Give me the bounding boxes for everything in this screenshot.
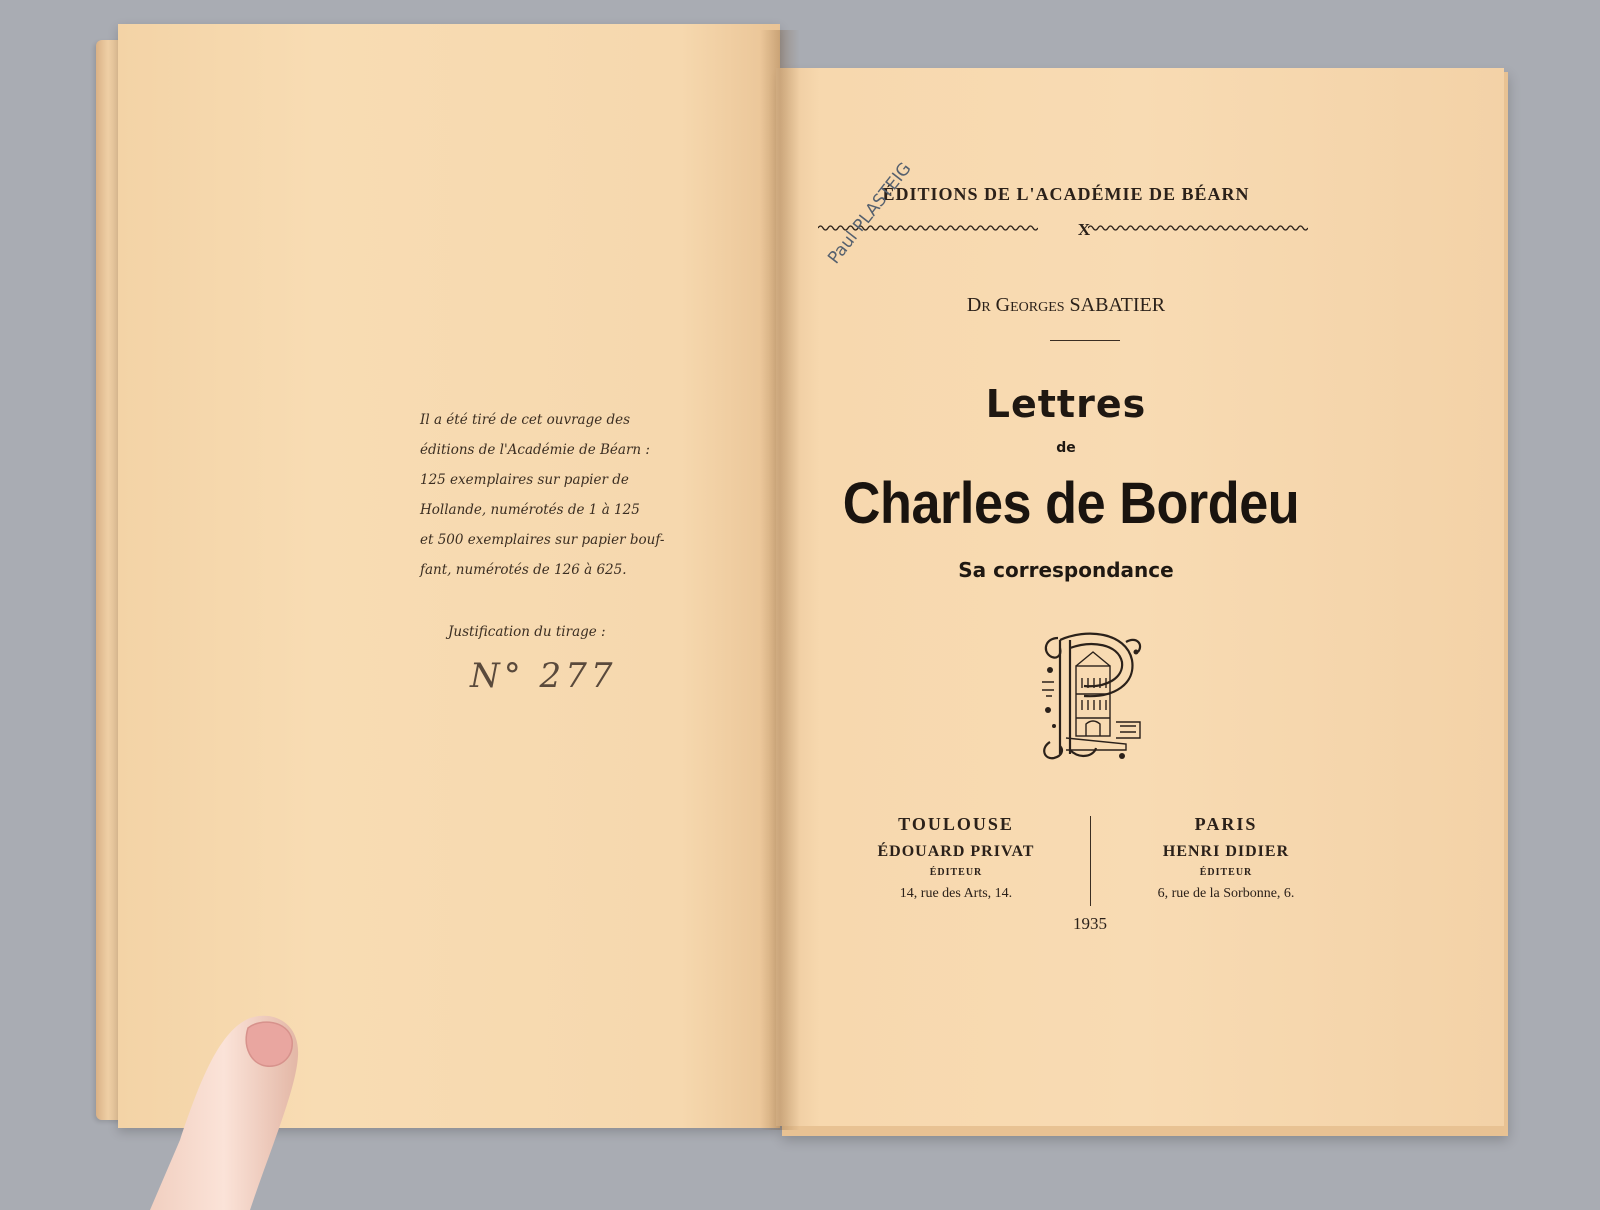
title-line-2: de (1056, 440, 1076, 456)
imprint-publisher: HENRI DIDIER (1162, 843, 1290, 860)
wavy-rule-right (1088, 222, 1308, 234)
owner-stamp: Paul PLASTEIG (824, 159, 916, 268)
imprint-city: PARIS (1194, 814, 1258, 834)
series-number: X (1077, 220, 1091, 239)
imprint-paris (1116, 814, 1336, 902)
imprint-city: TOULOUSE (898, 814, 1014, 834)
justification-label: Justification du tirage : (448, 624, 606, 640)
finger (150, 1010, 340, 1210)
main-title: Charles de Bordeu (842, 471, 1300, 536)
copy-number-stamp: N° 277 (470, 656, 617, 696)
imprint-publisher: ÉDOUARD PRIVAT (877, 843, 1035, 860)
author-name: Dr Georges SABATIER (966, 294, 1166, 316)
publication-year: 1935 (1073, 914, 1107, 933)
colophon-line: et 500 exemplaires sur papier bouf- (420, 532, 665, 548)
imprint-toulouse (846, 814, 1066, 902)
subtitle: Sa correspondance (958, 558, 1174, 582)
imprint-address: 14, rue des Arts, 14. (899, 886, 1013, 901)
colophon-line: fant, numérotés de 126 à 625. (420, 562, 627, 578)
imprint-divider (1090, 816, 1091, 906)
colophon-line: Il a été tiré de cet ouvrage des (420, 412, 631, 428)
printers-device-emblem (1036, 626, 1146, 766)
imprint-address: 6, rue de la Sorbonne, 6. (1157, 886, 1295, 901)
short-rule (1050, 340, 1120, 341)
title-line-1: Lettres (985, 382, 1147, 426)
colophon-text (420, 405, 672, 585)
colophon-line: 125 exemplaires sur papier de (420, 472, 629, 488)
series-title: ÉDITIONS DE L'ACADÉMIE DE BÉARN (882, 184, 1250, 204)
colophon-line: éditions de l'Académie de Béarn : (420, 442, 650, 458)
imprint-role: ÉDITEUR (929, 867, 983, 878)
colophon-line: Hollande, numérotés de 1 à 125 (420, 502, 640, 518)
imprint-role: ÉDITEUR (1199, 867, 1253, 878)
